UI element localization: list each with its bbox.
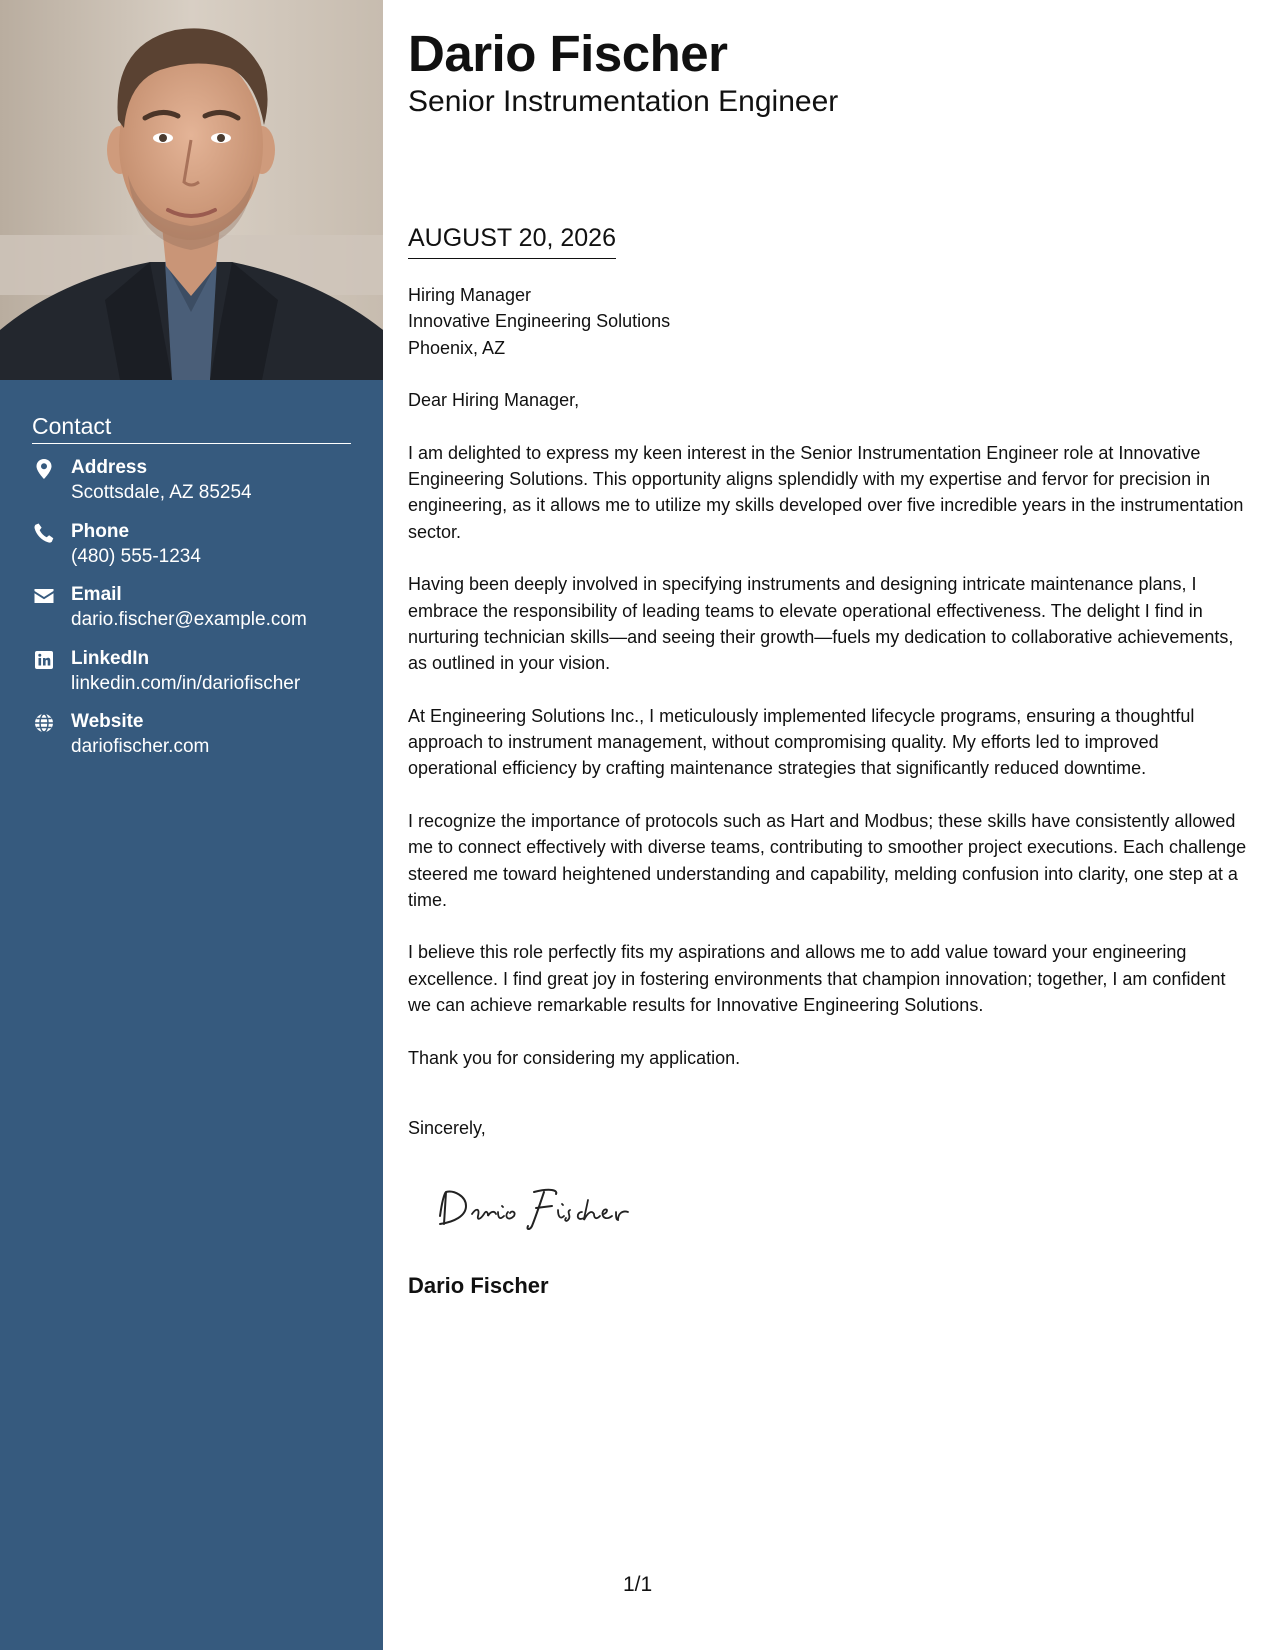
signature xyxy=(432,1180,672,1240)
page-title: Dario Fischer xyxy=(408,25,728,82)
envelope-icon xyxy=(32,584,56,608)
contact-item-address xyxy=(32,456,362,520)
profile-photo xyxy=(0,0,383,380)
sidebar xyxy=(0,0,383,1650)
paragraph: Having been deeply involved in specifying instruments and designing intricate maintenance plans, I embrace the responsibility of leading teams to elevate operational effectiveness. The delight I find in nurturing technician skills—and seeing their growth—fuels my dedication to collaborative achievements, as outlined in your vision. xyxy=(408,574,1234,674)
phone-icon xyxy=(32,521,56,545)
globe-icon xyxy=(32,711,56,735)
contact-item-linkedin xyxy=(32,647,362,711)
phone-value: (480) 555-1234 xyxy=(71,545,201,567)
linkedin-link[interactable]: linkedin.com/in/dariofischer xyxy=(71,672,301,694)
letter-body xyxy=(408,0,1248,1650)
letter-date: AUGUST 20, 2026 xyxy=(408,222,616,259)
contact-label: Phone xyxy=(71,520,130,542)
contact-heading: Contact xyxy=(32,412,351,444)
contact-list xyxy=(32,456,362,774)
signed-name: Dario Fischer xyxy=(408,1273,549,1298)
page-number: 1/1 xyxy=(623,1573,653,1596)
paragraph: I am delighted to express my keen interest in the Senior Instrumentation Engineer role at Innovative Engineering Solutions. This opportunity aligns splendidly with my expertise and fervor for precision in engineering, as it allows me to utilize my skills developed over five incredible years in the instrumentation sector. xyxy=(408,442,1244,542)
recipient-line: Innovative Engineering Solutions xyxy=(408,311,671,332)
paragraph: I recognize the importance of protocols such as Hart and Modbus; these skills have consistently allowed me to connect effectively with diverse teams, contributing to smoother project executions. Each challenge steered me toward heightened understanding and capability, melding confusion into clarity, one step at a time. xyxy=(408,810,1247,910)
closing: Sincerely, xyxy=(408,1117,486,1138)
paragraph: At Engineering Solutions Inc., I meticulously implemented lifecycle programs, ensuring a thoughtful approach to instrument management, without compromising quality. My efforts led to improved operational efficiency by crafting maintenance strategies that significantly reduced downtime. xyxy=(408,705,1195,779)
contact-label: Email xyxy=(71,584,122,605)
contact-item-website xyxy=(32,710,362,774)
address-value: Scottsdale, AZ 85254 xyxy=(71,482,252,503)
linkedin-icon xyxy=(32,648,56,672)
contact-item-phone xyxy=(32,520,362,584)
recipient-block xyxy=(408,282,1248,361)
contact-label: Website xyxy=(71,711,144,732)
contact-item-email xyxy=(32,583,362,647)
letter-text xyxy=(408,282,1248,1141)
paragraph: I believe this role perfectly fits my aspirations and allows me to add value toward your engineering excellence. I find great joy in fostering environments that champion innovation; together, I am confident we can achieve remarkable results for Innovative Engineering Solutions. xyxy=(408,942,1226,1016)
salutation: Dear Hiring Manager, xyxy=(408,390,580,411)
recipient-line: Phoenix, AZ xyxy=(408,337,506,358)
contact-label: Address xyxy=(71,457,148,478)
thank-you-line: Thank you for considering my application. xyxy=(408,1047,741,1068)
website-link[interactable]: dariofischer.com xyxy=(71,736,210,757)
map-pin-icon xyxy=(32,457,56,481)
recipient-line: Hiring Manager xyxy=(408,285,532,305)
email-link[interactable]: dario.fischer@example.com xyxy=(71,609,307,630)
job-title: Senior Instrumentation Engineer xyxy=(408,85,839,118)
contact-label: LinkedIn xyxy=(71,647,150,669)
